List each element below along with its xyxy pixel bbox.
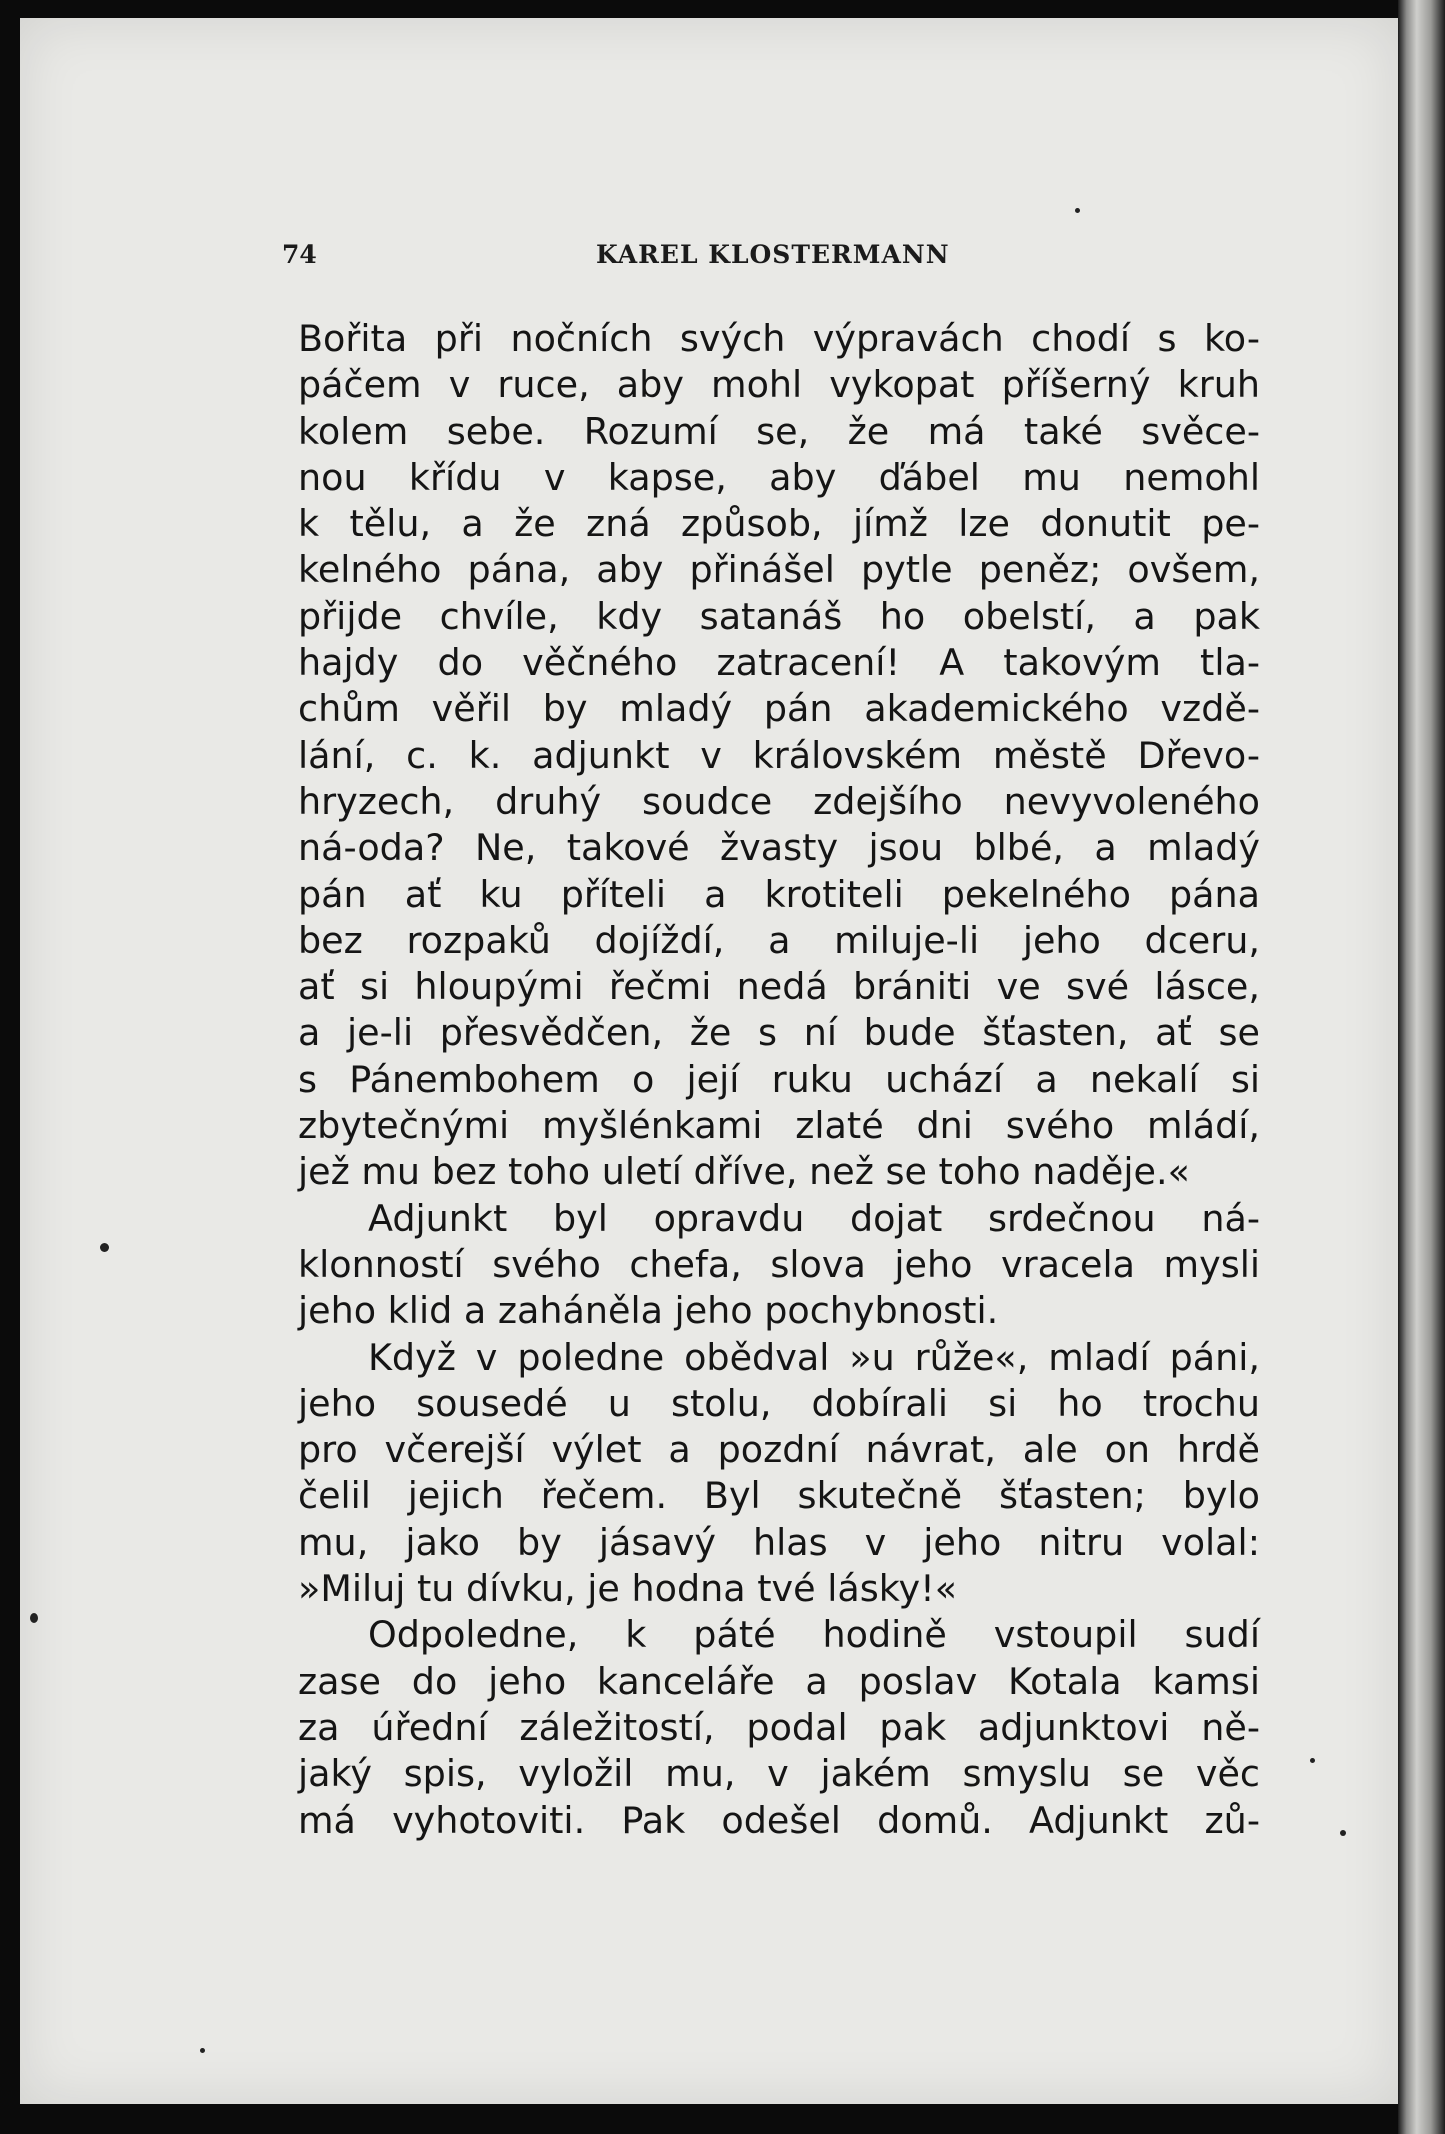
scan-speck [1075,208,1080,213]
text-line: mu, jako by jásavý hlas v jeho nitru volal: [298,1520,1260,1564]
text-line: zase do jeho kanceláře a poslav Kotala kamsi [298,1659,1260,1703]
text-line: nou křídu v kapse, aby ďábel mu nemohl [298,455,1260,499]
text-line: Když v poledne obědval »u růže«, mladí páni, [368,1335,1260,1379]
text-line: chům věřil by mladý pán akademického vzdě- [298,687,1260,731]
text-line: pán ať ku příteli a krotiteli pekelného pána [298,872,1260,916]
text-line: za úřední záležitostí, podal pak adjunktovi ně- [298,1705,1260,1749]
text-line: jež mu bez toho uletí dříve, než se toho naděje.« [298,1150,1190,1194]
text-line: klonností svého chefa, slova jeho vracela mysli [298,1242,1260,1286]
page-edge [1398,0,1445,2134]
scan-speck [1340,1830,1346,1836]
text-line: pro včerejší výlet a pozdní návrat, ale on hrdě [298,1428,1260,1472]
text-line: Bořita při nočních svých výpravách chodí s ko- [298,317,1260,360]
text-line: jeho klid a zaháněla jeho pochybnosti. [298,1289,999,1333]
text-line: jeho sousedé u stolu, dobírali si ho trochu [298,1381,1260,1425]
page-number: 74 [282,240,317,269]
text-line: kolem sebe. Rozumí se, že má také svěce- [298,409,1260,453]
text-line: čelil jejich řečem. Byl skutečně šťasten; bylo [298,1474,1260,1518]
text-line: páčem v ruce, aby mohl vykopat příšerný kruh [298,363,1260,407]
text-line: Odpoledne, k páté hodině vstoupil sudí [368,1613,1260,1657]
running-head: KAREL KLOSTERMANN [596,240,950,269]
text-line: hryzech, druhý soudce zdejšího nevyvoleného [298,779,1260,823]
text-line: bez rozpaků dojíždí, a miluje-li jeho dceru, [298,918,1260,962]
text-line: k tělu, a že zná způsob, jímž lze donutit pe- [298,502,1260,546]
scan-speck [200,2048,205,2053]
text-line: kelného pána, aby přinášel pytle peněz; ovšem, [298,548,1260,592]
scan-speck [30,1613,38,1623]
text-line: »Miluj tu dívku, je hodna tvé lásky!« [298,1567,958,1611]
page-header [20,240,1398,280]
text-line: hajdy do věčného zatracení! A takovým tla- [298,641,1260,685]
text-line: zbytečnými myšlénkami zlaté dni svého mládí, [298,1104,1260,1148]
scan-speck [100,1243,109,1252]
body-text [298,316,1260,1844]
text-line: s Pánembohem o její ruku uchází a nekalí si [298,1057,1260,1101]
book-page [20,18,1398,2104]
text-line: jaký spis, vyložil mu, v jakém smyslu se věc [298,1752,1260,1796]
text-line: přijde chvíle, kdy satanáš ho obelstí, a pak [298,594,1260,638]
text-line: ná-oda? Ne, takové žvasty jsou blbé, a mladý [298,826,1260,870]
text-line: a je-li přesvědčen, že s ní bude šťasten, ať se [298,1011,1260,1055]
scan-speck [1310,1758,1315,1763]
text-line: lání, c. k. adjunkt v královském městě Dřevo- [298,733,1260,777]
text-line: Adjunkt byl opravdu dojat srdečnou ná- [368,1196,1260,1240]
text-line: má vyhotoviti. Pak odešel domů. Adjunkt zů- [298,1798,1260,1842]
text-line: ať si hloupými řečmi nedá brániti ve své lásce, [298,965,1260,1009]
